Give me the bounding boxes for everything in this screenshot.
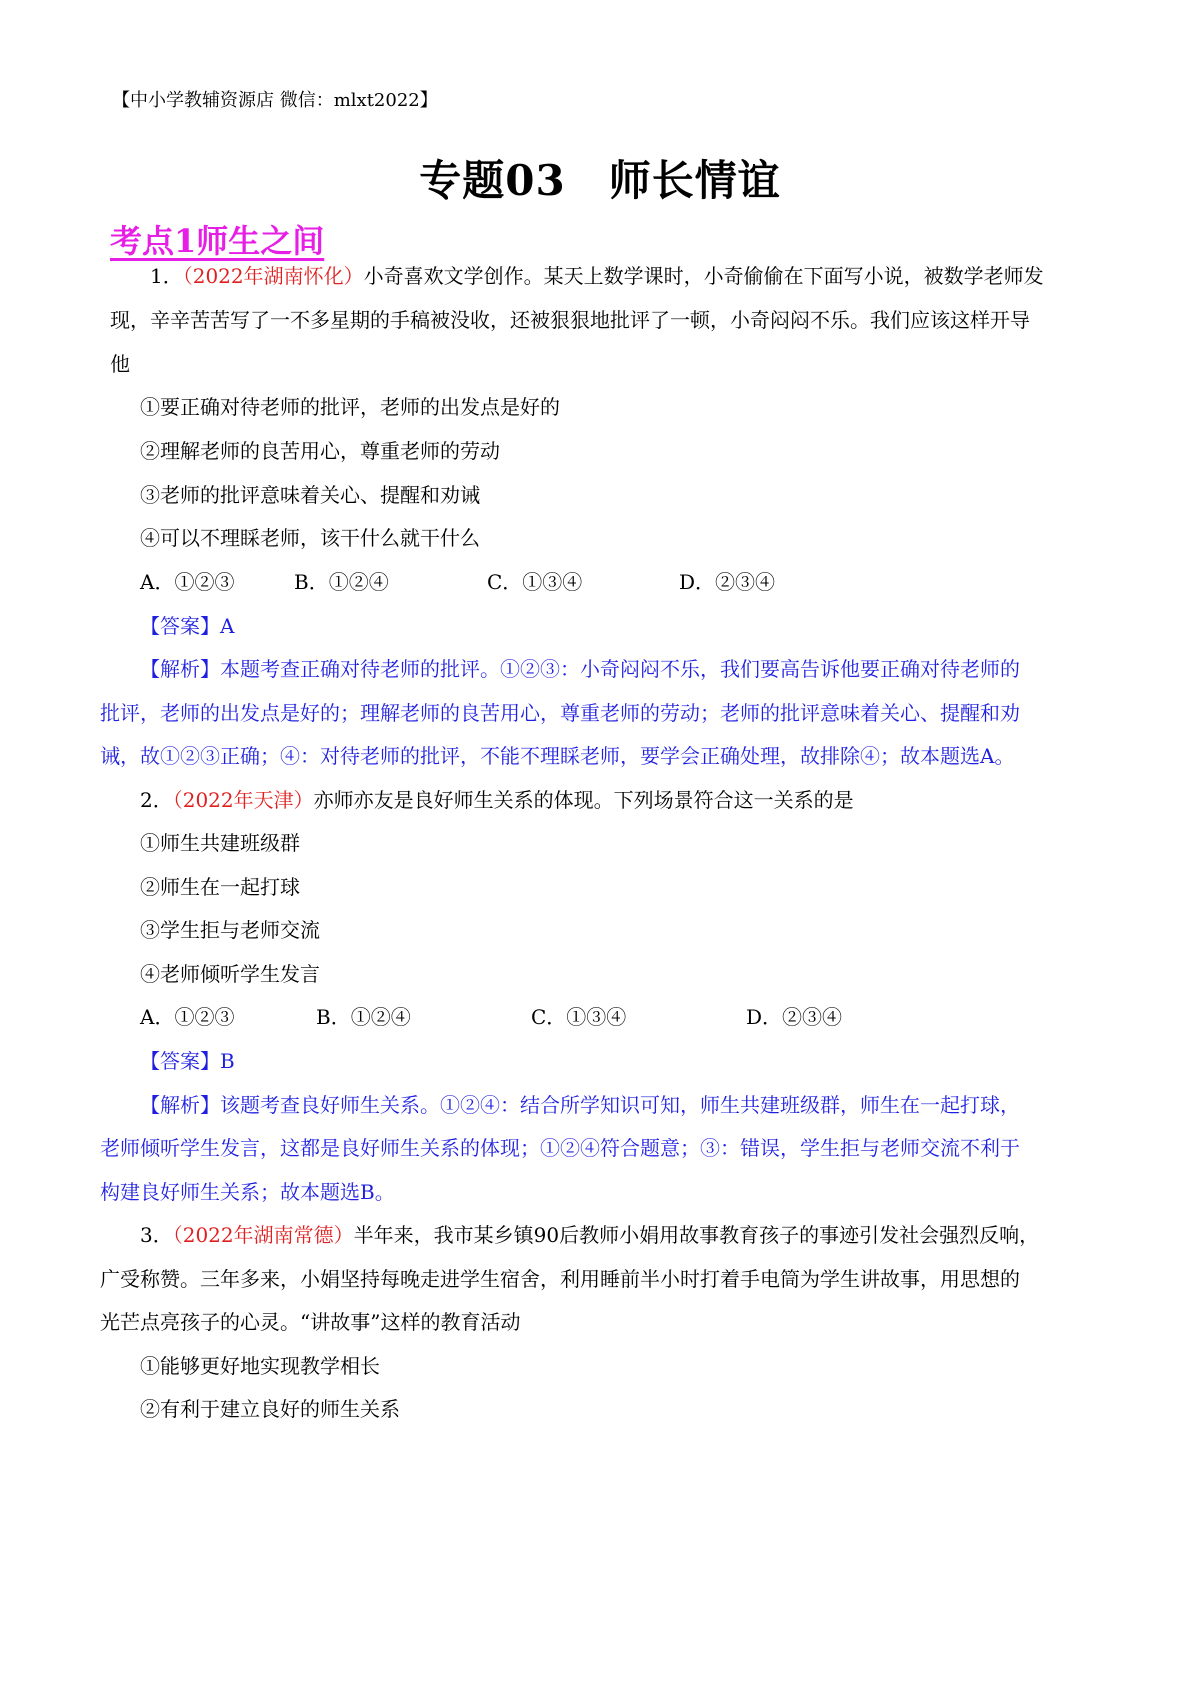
- q1-analysis-line-2: 批评，老师的出发点是好的；理解老师的良苦用心，尊重老师的劳动；老师的批评意味着关心、提醒和劝: [100, 701, 1020, 725]
- q2-stem-line-1: [140, 784, 854, 813]
- q3-item-1: ①能够更好地实现教学相长: [140, 1354, 380, 1378]
- q1-answer: 【答案】A: [140, 614, 235, 638]
- q2-option-a: A．①②③: [140, 1005, 235, 1029]
- q2-analysis-line-2: 老师倾听学生发言，这都是良好师生关系的体现；①②④符合题意；③：错误，学生拒与老师交流不利于: [100, 1136, 1020, 1160]
- q1-stem-line-3: 他: [110, 352, 130, 376]
- q2-stem-text: 亦师亦友是良好师生关系的体现。下列场景符合这一关系的是: [313, 788, 854, 812]
- q3-stem-line-1: [140, 1219, 1039, 1248]
- q1-source: （2022年湖南怀化）: [182, 264, 364, 288]
- q2-item-2: ②师生在一起打球: [140, 875, 300, 899]
- q1-item-2: ②理解老师的良苦用心，尊重老师的劳动: [140, 439, 500, 463]
- q1-item-3: ③老师的批评意味着关心、提醒和劝诫: [140, 483, 480, 507]
- q1-item-4: ④可以不理睬老师，该干什么就干什么: [140, 526, 480, 550]
- q1-analysis-line-1: 【解析】本题考查正确对待老师的批评。①②③：小奇闷闷不乐，我们要高告诉他要正确对待老师的: [140, 657, 1020, 681]
- q1-item-1: ①要正确对待老师的批评，老师的出发点是好的: [140, 395, 560, 419]
- q2-item-1: ①师生共建班级群: [140, 831, 300, 855]
- q1-number: 1．: [150, 264, 183, 288]
- q1-stem-line-2: 现，辛辛苦苦写了一不多星期的手稿被没收，还被狠狠地批评了一顿，小奇闷闷不乐。我们应该这样开导: [110, 308, 1030, 332]
- q3-item-2: ②有利于建立良好的师生关系: [140, 1397, 400, 1421]
- section-heading: 考点1师生之间: [110, 222, 325, 260]
- q2-option-c: C．①③④: [531, 1005, 627, 1029]
- q1-option-b: B．①②④: [294, 570, 389, 594]
- q3-number: 3．: [140, 1223, 173, 1247]
- q3-stem-line-3: 光芒点亮孩子的心灵。“讲故事”这样的教育活动: [100, 1310, 521, 1334]
- page-title: 专题03 师长情谊: [419, 156, 781, 205]
- q1-option-d: D．②③④: [679, 570, 776, 594]
- header-note: 【中小学教辅资源店 微信：mlxt2022】: [112, 90, 438, 111]
- q2-item-4: ④老师倾听学生发言: [140, 962, 320, 986]
- q1-stem-text: 小奇喜欢文学创作。某天上数学课时，小奇偷偷在下面写小说，被数学老师发: [363, 264, 1044, 288]
- q2-analysis-line-1: 【解析】该题考查良好师生关系。①②④：结合所学知识可知，师生共建班级群，师生在一起打球，: [140, 1093, 1020, 1117]
- q2-answer: 【答案】B: [140, 1049, 235, 1073]
- q2-option-b: B．①②④: [316, 1005, 411, 1029]
- q1-analysis-line-3: 诫，故①②③正确；④：对待老师的批评，不能不理睬老师，要学会正确处理，故排除④；故本题选A。: [100, 744, 1015, 768]
- q1-option-a: A．①②③: [140, 570, 235, 594]
- q2-analysis-line-3: 构建良好师生关系；故本题选B。: [100, 1180, 395, 1204]
- q3-source: （2022年湖南常德）: [172, 1223, 354, 1247]
- q2-number: 2．: [140, 788, 173, 812]
- q2-source: （2022年天津）: [172, 788, 314, 812]
- q2-item-3: ③学生拒与老师交流: [140, 918, 320, 942]
- q1-option-c: C．①③④: [487, 570, 583, 594]
- q3-stem-line-2: 广受称赞。三年多来，小娟坚持每晚走进学生宿舍，利用睡前半小时打着手电筒为学生讲故事，用思想的: [100, 1267, 1020, 1291]
- q2-option-d: D．②③④: [746, 1005, 843, 1029]
- q3-stem-text: 半年来，我市某乡镇90后教师小娟用故事教育孩子的事迹引发社会强烈反响，: [353, 1223, 1040, 1247]
- q1-stem-line-1: [150, 260, 1044, 289]
